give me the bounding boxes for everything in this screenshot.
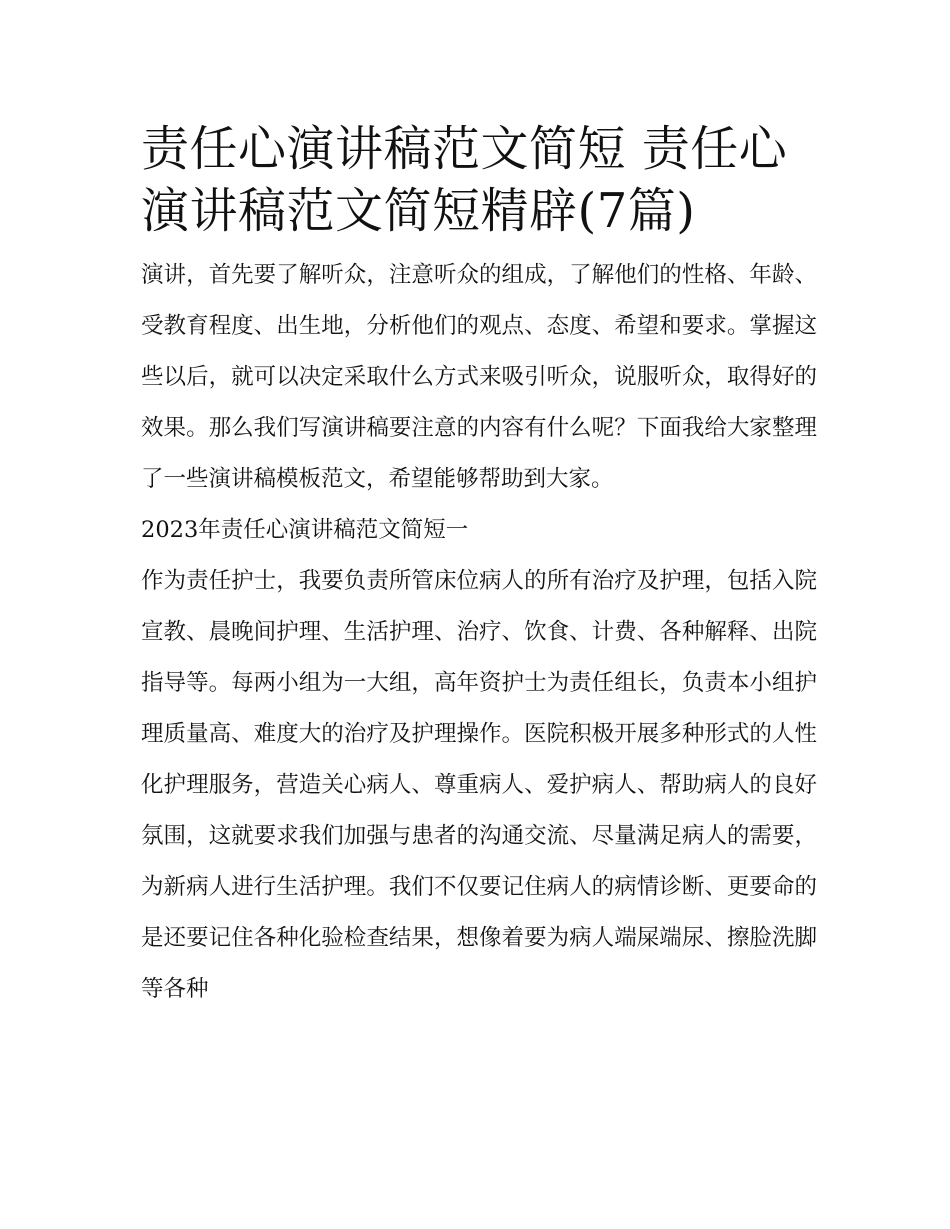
body-paragraph: 作为责任护士，我要负责所管床位病人的所有治疗及护理，包括入院宣教、晨晚间护理、生活护理、治疗、饮食、计费、各种解释、出院指导等。每两小组为一大组，高年资护士为责任组长，负责本小组护理质量高、难度大的治疗及护理操作。医院积极开展多种形式的人性化护理服务，营造关心病人、尊重病人、爱护病人、帮助病人的良好氛围，这就要求我们加强与患者的沟通交流、尽量满足病人的需要，为新病人进行生活护理。我们不仅要记住病人的病情诊断、更要命的是还要记住各种化验检查结果，想像着要为病人端屎端尿、擦脸洗脚等各种	[141, 568, 817, 1002]
section-heading: 2023年责任心演讲稿范文简短一	[141, 517, 469, 543]
document-title: 责任心演讲稿范文简短 责任心演讲稿范文简短精辟(7篇)	[141, 121, 788, 239]
document-page	[141, 118, 817, 1015]
intro-paragraph: 演讲，首先要了解听众，注意听众的组成，了解他们的性格、年龄、受教育程度、出生地，分析他们的观点、态度、希望和要求。掌握这些以后，就可以决定采取什么方式来吸引听众，说服听众，取得好的效果。那么我们写演讲稿要注意的内容有什么呢？下面我给大家整理了一些演讲稿模板范文，希望能够帮助到大家。	[141, 262, 817, 492]
